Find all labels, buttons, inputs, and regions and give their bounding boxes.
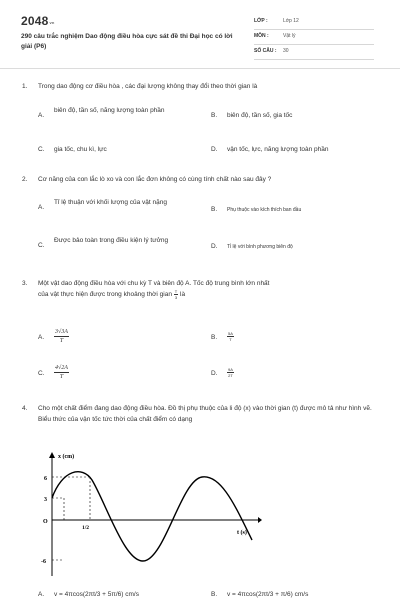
- tick-6: 6: [44, 476, 47, 482]
- option-text: vận tốc, lực, năng lượng toàn phần: [227, 146, 329, 153]
- frac-num: 9A: [228, 367, 233, 372]
- meta-table: [254, 15, 374, 60]
- x-axis-arrow: [49, 452, 55, 458]
- option-text: biên độ, tần số, gia tốc: [227, 112, 293, 119]
- option-label: B.: [211, 591, 218, 598]
- meta-key: MÔN :: [254, 33, 269, 39]
- option-text: v = 4πcos(2πt/3 + π/6) cm/s: [227, 591, 309, 598]
- y-axis-label: x (cm): [58, 454, 75, 460]
- option-text: gia tốc, chu kì, lực: [54, 146, 107, 153]
- option-label: D.: [211, 370, 218, 377]
- frac-num: 3√3A: [55, 329, 68, 335]
- frac-den: 2T: [228, 373, 233, 378]
- option-d[interactable]: [211, 364, 381, 386]
- t-axis-arrow: [258, 517, 262, 523]
- stem-line-1: Một vật dao động điều hòa với chu kỳ T và biên độ A. Tốc độ trung bình lớn nhất: [38, 280, 270, 287]
- option-b[interactable]: [211, 328, 381, 350]
- option-text: Phụ thuộc vào kích thích ban đầu: [227, 207, 302, 213]
- question-number: 1.: [22, 83, 28, 90]
- option-label: B.: [211, 334, 218, 341]
- option-text: biên độ, tần số, năng lượng toàn phần: [54, 107, 165, 114]
- question-number: 2.: [22, 176, 28, 183]
- question-number: 4.: [22, 405, 28, 412]
- option-label: C.: [38, 242, 45, 249]
- question-3: [22, 278, 382, 312]
- question-stem: Trong dao động cơ điều hòa , các đại lượng không thay đổi theo thời gian là: [38, 83, 258, 90]
- meta-key: LỚP :: [254, 18, 268, 24]
- meta-row-class: [254, 15, 374, 30]
- x-axis-label: t (s): [237, 530, 247, 536]
- option-text: Được bảo toàn trong điều kiện lý tưởng: [54, 237, 169, 244]
- tick-3: 3: [44, 497, 47, 503]
- page-title: 290 câu trắc nghiệm Dao động điều hòa cực sát đề thi Đại học có lời giải (P6): [21, 33, 233, 50]
- option-label: C.: [38, 146, 45, 153]
- question-stem: Cơ năng của con lắc lò xo và con lắc đơn không có cùng tính chất nào sau đây ?: [38, 176, 272, 183]
- meta-value: Lớp 12: [283, 18, 299, 24]
- frac-den: T: [59, 338, 64, 344]
- option-formula: [54, 364, 214, 381]
- question-number: 3.: [22, 280, 28, 287]
- frac-den: T: [229, 337, 232, 342]
- time-fraction: [174, 289, 178, 300]
- meta-value: Vật lý: [283, 33, 296, 39]
- formula-fraction: [54, 328, 69, 345]
- header-divider: [0, 68, 400, 69]
- option-label: B.: [211, 112, 218, 119]
- question-stem: [38, 278, 378, 300]
- option-c[interactable]: [38, 364, 208, 386]
- option-label: C.: [38, 370, 45, 377]
- option-text: Tỉ lệ với bình phương biên độ: [227, 244, 293, 250]
- stem-line-2: của vật thực hiện được trong khoảng thời gian: [38, 291, 172, 299]
- oscillation-curve: [52, 472, 252, 561]
- option-formula: [54, 328, 214, 345]
- option-label: D.: [211, 146, 218, 153]
- page-header: [0, 0, 400, 62]
- option-text: Tỉ lệ thuận với khối lượng của vật nặng: [54, 199, 167, 206]
- origin-label: O: [43, 519, 48, 525]
- meta-key: SỐ CÂU :: [254, 48, 277, 54]
- logo-suffix: vn: [49, 20, 55, 25]
- stem-end: là: [180, 291, 186, 299]
- position-time-graph: [32, 450, 262, 578]
- option-formula: [227, 367, 387, 378]
- frac-num: 4√2A: [55, 365, 68, 371]
- option-formula: [227, 331, 387, 342]
- meta-row-count: [254, 45, 374, 60]
- frac-den: 3: [174, 295, 178, 300]
- tick-half: 1/2: [82, 525, 90, 531]
- formula-fraction: [54, 364, 69, 381]
- formula-fraction: [227, 331, 234, 342]
- option-label: D.: [211, 243, 218, 250]
- option-label: A.: [38, 591, 45, 598]
- option-label: A.: [38, 334, 45, 341]
- option-label: A.: [38, 112, 45, 119]
- frac-num: 5A: [228, 331, 233, 336]
- tick-minus-6: -6: [41, 559, 46, 565]
- formula-fraction: [227, 367, 234, 378]
- frac-num: T: [174, 289, 178, 294]
- meta-row-subject: [254, 30, 374, 45]
- option-a[interactable]: [38, 328, 208, 350]
- question-stem: Cho một chất điểm đang dao động điều hòa. Đồ thị phụ thuộc của li độ (x) vào thời gian (t) được mô tả như hình vẽ. Biểu thức của vận tốc tức thời của chất điểm có dạng: [38, 405, 372, 423]
- option-text: v = 4πcos(2πt/3 + 5π/6) cm/s: [54, 591, 139, 598]
- site-logo[interactable]: [21, 14, 55, 28]
- logo-text: 2048: [21, 14, 49, 28]
- meta-value: 30: [283, 48, 289, 54]
- frac-den: T: [59, 374, 64, 380]
- option-label: A.: [38, 204, 45, 211]
- option-label: B.: [211, 206, 218, 213]
